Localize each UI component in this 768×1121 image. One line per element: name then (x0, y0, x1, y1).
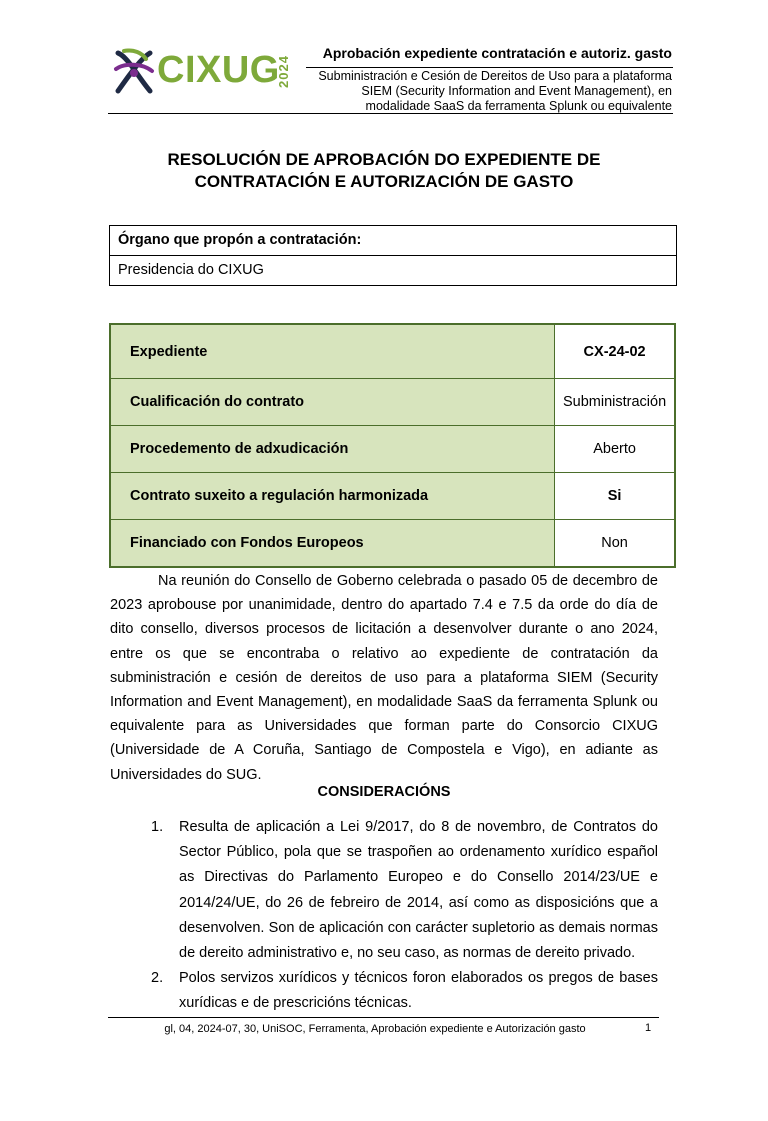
logo-year: 2024 (276, 55, 291, 88)
cixug-logo-icon (112, 47, 156, 95)
logo-wordmark: CIXUG (157, 49, 280, 91)
row-value: Aberto (555, 426, 675, 473)
list-item (150, 966, 658, 1016)
header-title: Aprobación expediente contratación e autoriz. gasto (322, 45, 672, 61)
row-value: Non (555, 520, 675, 568)
row-value: CX-24-02 (555, 324, 675, 379)
table-row (110, 379, 675, 426)
organo-box (109, 225, 677, 286)
list-item-text: Polos servizos xurídicos y técnicos foron elaborados os pregos de bases xurídicas e de prescricións técnicas. (179, 970, 658, 1012)
table-row (110, 520, 675, 568)
row-key: Expediente (110, 324, 555, 379)
list-item-number: 1. (151, 819, 164, 835)
document-title: RESOLUCIÓN DE APROBACIÓN DO EXPEDIENTE DE CONTRATACIÓN E AUTORIZACIÓN DE GASTO (167, 150, 601, 191)
intro-paragraph: Na reunión do Consello de Goberno celebrada o pasado 05 de decembro de 2023 aprobouse por unanimidade, dentro do apartado 7.4 e 7.5 da orde do día de dito consello, diversos procesos de licitación a desenvolver durante o ano 2024, entre os que se encontraba o relativo ao expediente de contratación da subministración e cesión de dereitos de uso para a plataforma SIEM (Security Information and Event Management), en modalidade SaaS da ferramenta Splunk ou equivalente para as Universidades que forman parte do Consorcio CIXUG (Universidade de A Coruña, Santiago de Compostela e Vigo), en adiante as Universidades do SUG. (110, 573, 658, 783)
header-subtitle: Subministración e Cesión de Dereitos de Uso para a plataforma SIEM (Security Information and Event Management), en modalidade SaaS da ferramenta Splunk ou equivalente (318, 69, 672, 113)
row-value: Subministración (555, 379, 675, 426)
header-divider (306, 67, 673, 68)
header-bottom-rule (108, 113, 673, 114)
list-item (150, 815, 658, 966)
contract-data-table (109, 323, 676, 568)
table-row (110, 426, 675, 473)
organo-label: Órgano que propón a contratación: (110, 226, 676, 256)
considerations-list (150, 815, 658, 1017)
row-key: Contrato suxeito a regulación harmonizada (110, 473, 555, 520)
list-item-text: Resulta de aplicación a Lei 9/2017, do 8 de novembro, de Contratos do Sector Público, pola que se traspoñen ao ordenamento xurídico español as Directivas do Parlamento Europeo e do Consello 2014/23/UE e 2014/24/UE, do 26 de febreiro de 2014, así como as disposicións que a desenvolven. Son de aplicación con carácter supletorio as demais normas de dereito administrativo e, no seu caso, as normas de dereito privado. (179, 819, 658, 962)
page-number: 1 (645, 1022, 652, 1034)
table-row (110, 473, 675, 520)
footer-text: gl, 04, 2024-07, 30, UniSOC, Ferramenta, Aprobación expediente e Autorización gasto (164, 1023, 586, 1035)
table-row (110, 324, 675, 379)
row-key: Procedemento de adxudicación (110, 426, 555, 473)
footer-rule (108, 1017, 659, 1018)
organo-value: Presidencia do CIXUG (118, 262, 264, 278)
row-value: Si (555, 473, 675, 520)
list-item-number: 2. (151, 970, 164, 987)
considerations-heading: CONSIDERACIÓNS (317, 784, 451, 800)
row-key: Financiado con Fondos Europeos (110, 520, 555, 568)
row-key: Cualificación do contrato (110, 379, 555, 426)
